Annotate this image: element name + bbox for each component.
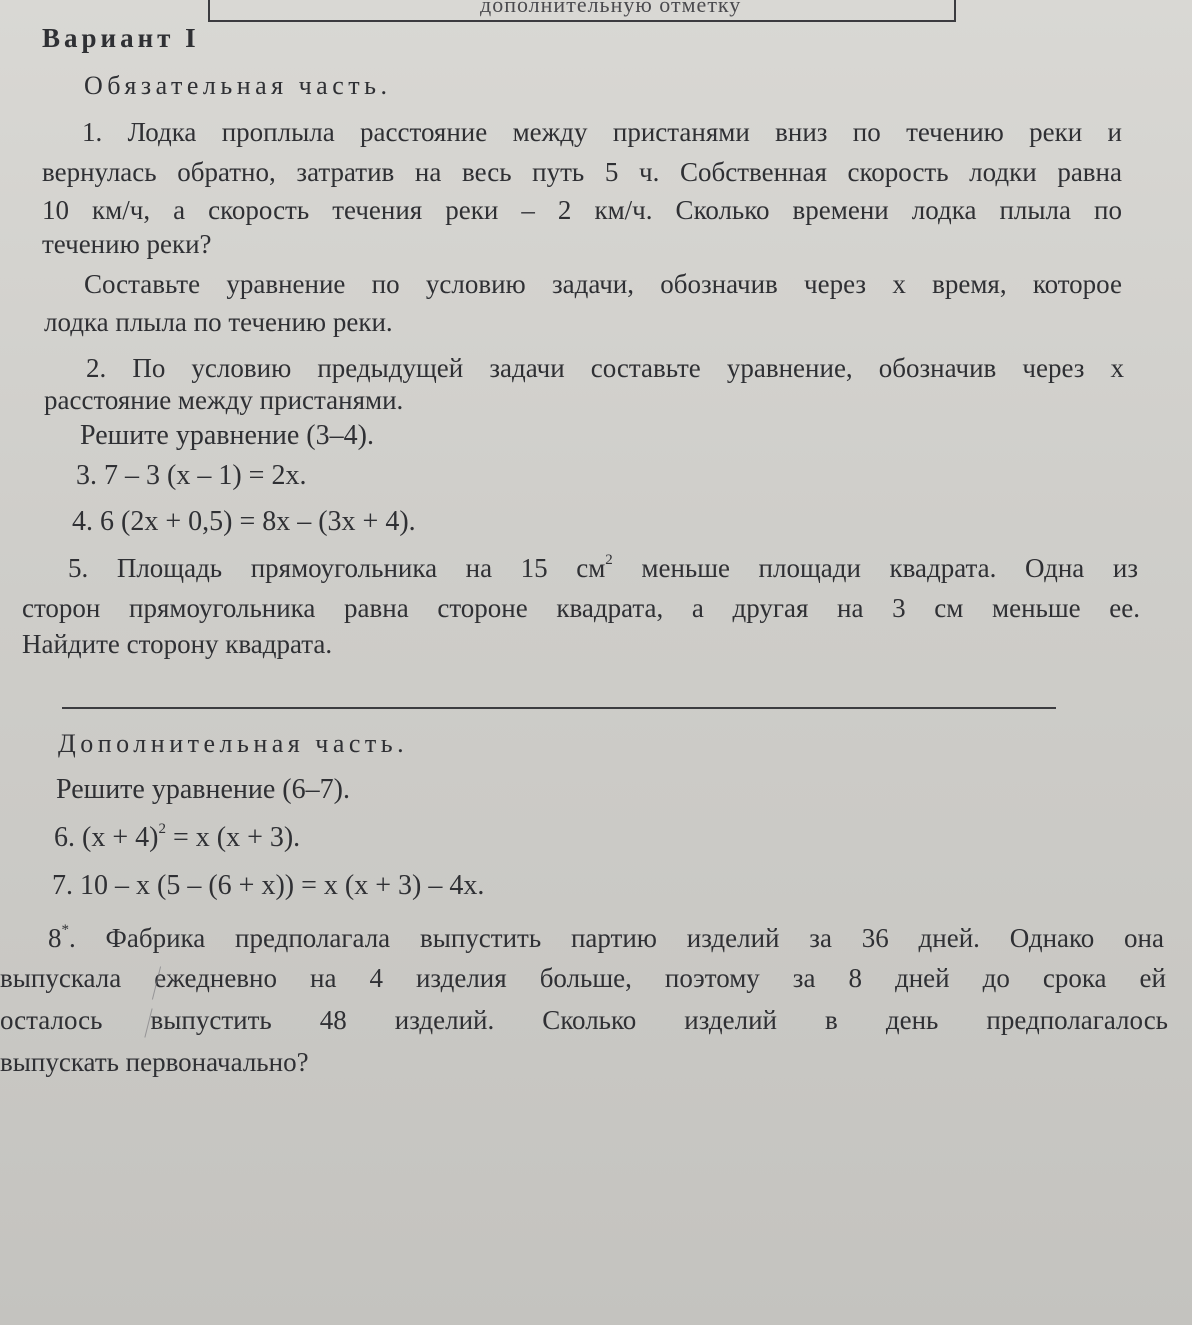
problem-5-exponent: 2 [605,552,613,568]
problem-5-line-1-end: меньше площади квадрата. Одна из [612,553,1138,583]
problem-1-line-2: вернулась обратно, затратив на весь путь 5 ч. Собственная скорость лодки равна [42,157,1122,187]
problem-2-line-1: 2. По условию предыдущей задачи составьте уравнение, обозначив через x [86,353,1124,383]
variant-title: Вариант I [42,23,200,53]
additional-section-title: Дополнительная часть. [58,729,409,758]
problem-8-line-1-rest: . Фабрика предполагала выпустить партию изделий за 36 дней. Однако она [69,923,1164,953]
problem-8-star: * [61,922,69,938]
problem-5-line-3: Найдите сторону квадрата. [22,629,333,659]
problem-1-line-1: 1. Лодка проплыла расстояние между пристанями вниз по течению реки и [82,117,1122,147]
mandatory-section-title: Обязательная часть. [84,71,392,100]
solve-instruction-6-7: Решите уравнение (6–7). [56,774,350,805]
equation-3: 3. 7 – 3 (x – 1) = 2x. [76,460,307,491]
equation-4: 4. 6 (2x + 0,5) = 8x – (3x + 4). [72,506,416,537]
equation-6 [54,822,300,854]
problem-1-line-4: течению реки? [42,229,212,259]
problem-5-line-2: сторон прямоугольника равна стороне квадрата, а другая на 3 см меньше ее. [22,593,1140,623]
problem-8-line-2: выпускала ежедневно на 4 изделия больше, поэтому за 8 дней до срока ей [0,963,1166,993]
problem-1-task-line-2: лодка плыла по течению реки. [44,307,393,337]
problem-1-line-3: 10 км/ч, а скорость течения реки – 2 км/ч. Сколько времени лодка плыла по [42,195,1122,225]
section-divider [62,707,1056,709]
problem-8-number: 8 [48,923,62,953]
equation-6-exponent: 2 [158,821,166,837]
equation-7: 7. 10 – x (5 – (6 + x)) = x (x + 3) – 4x. [52,870,485,901]
solve-instruction-3-4: Решите уравнение (3–4). [80,420,374,451]
problem-8-line-1 [48,922,1164,954]
header-box-text: дополнительную отметку [480,0,742,17]
equation-6-end: = x (x + 3). [165,822,301,853]
problem-1-task-line-1: Составьте уравнение по условию задачи, обозначив через x время, которое [84,269,1122,299]
equation-6-start: 6. (x + 4) [54,822,159,853]
problem-5-line-1 [68,552,1138,584]
problem-5-line-1-start: 5. Площадь прямоугольника на 15 см [68,553,606,583]
problem-8-line-4: выпускать первоначально? [0,1047,309,1077]
problem-8-line-3: осталось выпустить 48 изделий. Сколько изделий в день предполагалось [0,1005,1168,1035]
header-box [208,0,956,22]
problem-2-line-2: расстояние между пристанями. [44,385,404,415]
